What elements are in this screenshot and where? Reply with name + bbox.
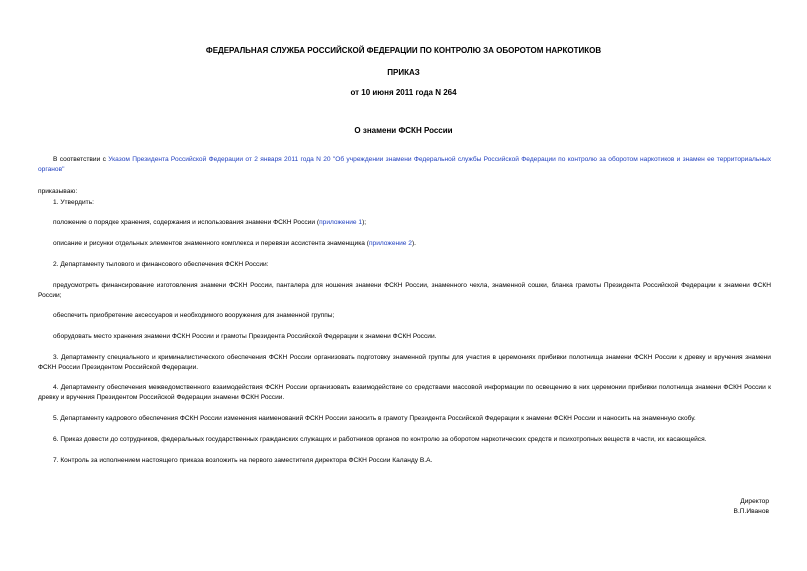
item-2: 2. Департаменту тылового и финансового обеспечения ФСКН России: [53,261,269,268]
item-1b [38,239,771,249]
item-7: 7. Контроль за исполнением настоящего приказа возложить на первого заместителя директора ФСКН России Каланду В.А. [53,457,433,464]
doc-date-number: от 10 июня 2011 года N 264 [350,88,457,97]
item-1a [38,218,771,228]
item-2c: оборудовать место хранения знамени ФСКН России и грамоты Президента Российской Федерации к знамени ФСКН России. [53,333,437,340]
doc-type: ПРИКАЗ [387,68,420,77]
item-1a-end: ); [362,219,367,226]
item-2a: предусмотреть финансирование изготовления знамени ФСКН России, панталера для ношения знамени ФСКН России, знаменного чехла, знаменной сошки, бланка грамоты Президента Российской Федерации к знамени ФСКН России; [38,282,771,299]
item-2b: обеспечить приобретение аксессуаров и необходимого вооружения для знаменной группы; [53,312,335,319]
appendix-1-link[interactable]: приложение 1 [319,219,363,226]
signature-name: В.П.Иванов [733,508,769,515]
item-4: 4. Департаменту обеспечения межведомственного взаимодействия ФСКН России организовать взаимодействие со средствами массовой информации по освещению в них церемонии прибивки полотнища знамени ФСКН России к древку и вручения Президентом Российской Федерации знамени ФСКН России. [38,384,771,401]
item-1b-text: описание и рисунки отдельных элементов знаменного комплекса и перевязи ассистента знаменщика ( [53,240,369,247]
item-5: 5. Департаменту кадрового обеспечения ФСКН России изменения наименований ФСКН России заносить в грамоту Президента Российской Федерации к знамени ФСКН России и наносить на знаменную скобу. [53,415,696,422]
item-1: 1. Утвердить: [53,199,94,206]
item-1a-text: положение о порядке хранения, содержания и использования знамени ФСКН России ( [53,219,320,226]
agency-title: ФЕДЕРАЛЬНАЯ СЛУЖБА РОССИЙСКОЙ ФЕДЕРАЦИИ ПО КОНТРОЛЮ ЗА ОБОРОТОМ НАРКОТИКОВ [205,46,602,55]
item-3: 3. Департаменту специального и криминалистического обеспечения ФСКН России организовать подготовку знаменной группы для участия в церемониях прибивки полотнища знамени ФСКН России к древку и вручения знамени ФСКН России Президентом Российской Федерации. [38,354,771,371]
item-6: 6. Приказ довести до сотрудников, федеральных государственных гражданских служащих и работников органов по контролю за оборотом наркотических средств и психотропных веществ в части, их касающейся. [53,436,707,443]
preamble [38,155,771,175]
preamble-prefix: В соответствии с [53,156,109,163]
orders-word: приказываю: [38,188,78,195]
appendix-2-link[interactable]: приложение 2 [368,240,412,247]
doc-subject: О знамени ФСКН России [354,126,453,135]
item-1b-end: ). [411,240,417,247]
decree-link[interactable]: Указом Президента Российской Федерации от 2 января 2011 года N 20 "Об учреждении знамени Федеральной службы Российской Федерации по контролю за оборотом наркотиков и знамен ее территориальных органов" [38,156,771,173]
signature-position: Директор [740,498,769,505]
